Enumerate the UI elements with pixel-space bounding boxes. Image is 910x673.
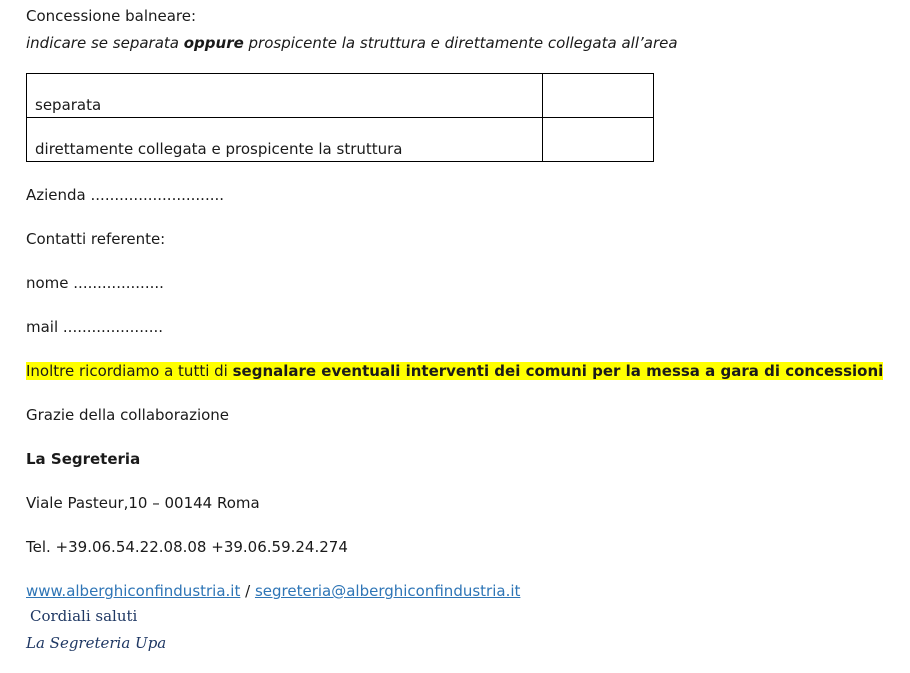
field-azienda: Azienda ............................ <box>26 186 225 204</box>
phone-text: Tel. +39.06.54.22.08.08 +39.06.59.24.274 <box>26 538 348 556</box>
contact-links <box>26 581 520 601</box>
instruction-text <box>26 33 678 53</box>
signature-text: La Segreteria <box>26 450 141 468</box>
option-label-separata: separata <box>27 74 543 118</box>
website-link[interactable]: www.alberghiconfindustria.it <box>26 582 241 600</box>
greeting-text: Cordiali saluti <box>30 607 138 625</box>
thanks-text: Grazie della collaborazione <box>26 406 230 424</box>
option-value-separata[interactable] <box>543 74 654 118</box>
address-text: Viale Pasteur,10 – 00144 Roma <box>26 494 260 512</box>
section-title: Concessione balneare: <box>26 7 197 25</box>
notice-text <box>26 361 883 381</box>
field-contatti: Contatti referente: <box>26 230 166 248</box>
option-label-collegata: direttamente collegata e prospicente la struttura <box>27 118 543 162</box>
option-value-collegata[interactable] <box>543 118 654 162</box>
notice-bold: segnalare eventuali interventi dei comuni per la messa a gara di concessioni <box>232 362 884 380</box>
table-row <box>27 74 654 118</box>
field-mail: mail ..................... <box>26 318 164 336</box>
options-table <box>26 73 654 162</box>
sender-text: La Segreteria Upa <box>26 634 167 652</box>
table-row <box>27 118 654 162</box>
instruction-bold: oppure <box>183 34 244 52</box>
notice-prefix: Inoltre ricordiamo a tutti di <box>26 362 233 380</box>
link-separator: / <box>240 582 255 600</box>
instruction-suffix: prospicente la struttura e direttamente collegata all’area <box>243 34 678 52</box>
instruction-prefix: indicare se separata <box>26 34 184 52</box>
field-nome: nome ................... <box>26 274 164 292</box>
email-link[interactable]: segreteria@alberghiconfindustria.it <box>254 582 521 600</box>
